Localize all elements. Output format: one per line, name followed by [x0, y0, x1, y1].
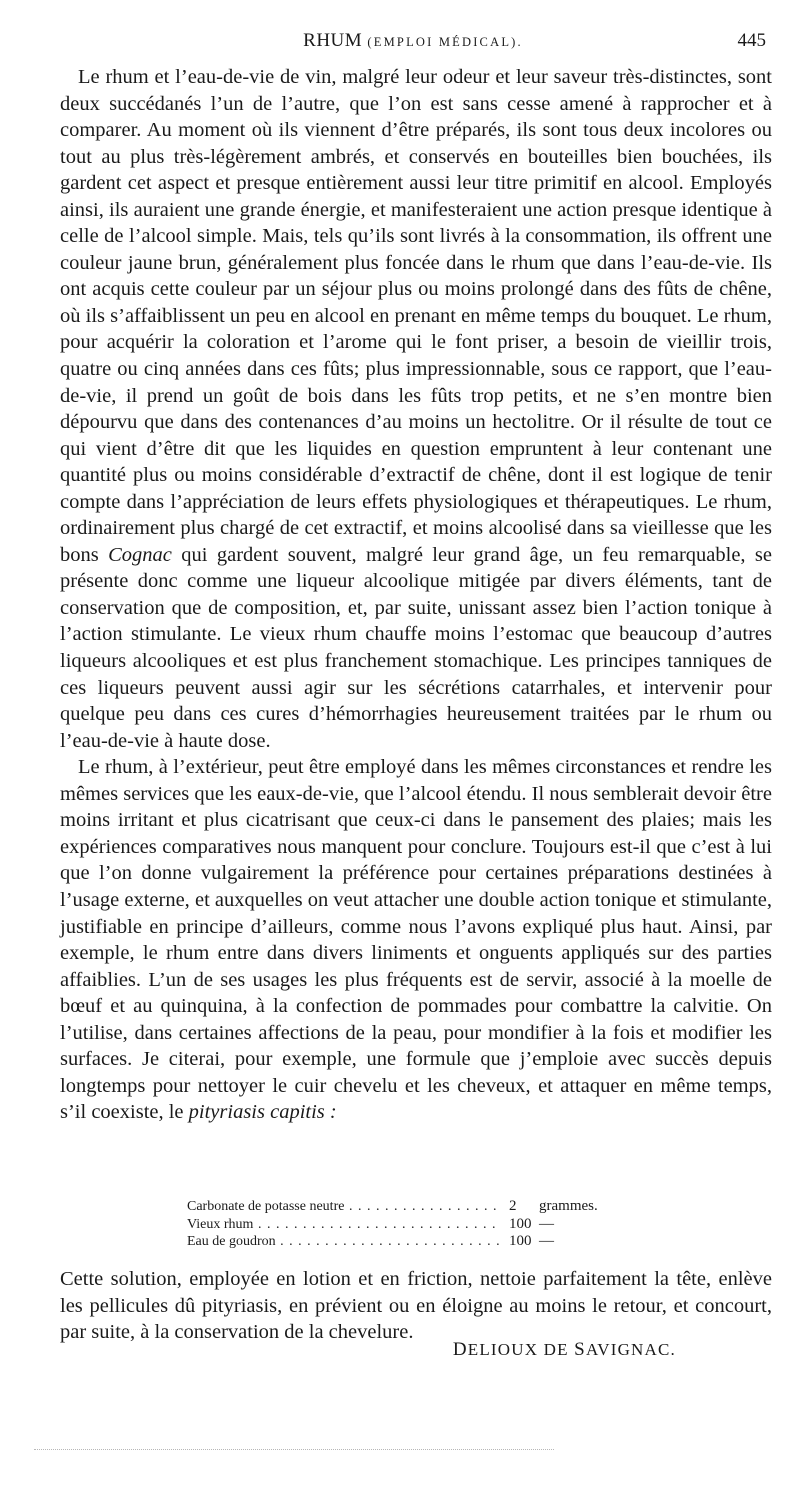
body-text — [60, 64, 772, 1126]
recipe-row — [187, 1216, 627, 1234]
signature-s: S — [574, 1339, 586, 1360]
closing-paragraph — [60, 1266, 772, 1346]
paragraph-1-text-b: qui gardent souvent, malgré leur grand âge, un feu remarquable, se présente donc comme une liqueur alcoolique mitigée par divers éléments, tant de conservation que de composition, et, par suite, unissant assez bien l’action tonique à l’action stimulante. Le vieux rhum chauffe moins l’estomac que beaucoup d’autres liqueurs alcooliques et est plus franchement stomachique. Les principes tanniques de ces liqueurs peuvent aussi agir sur les sécrétions catarrhales, et intervenir pour quelque peu dans ces cures d’hémorrhagies heureusement traitées par le rhum ou l’eau-de-vie à haute dose. — [60, 543, 773, 752]
recipe-formula — [187, 1198, 627, 1251]
paragraph-2-pityriasis: pityriasis capitis : — [188, 1101, 337, 1124]
recipe-row — [187, 1233, 627, 1251]
recipe-ingredient: Vieux rhum . . . — [187, 1216, 499, 1234]
paragraph-1-cognac: Cognac — [108, 543, 172, 566]
running-title-sub: (EMPLOI MÉDICAL). — [367, 35, 523, 49]
signature-d: D — [452, 1339, 468, 1360]
recipe-ingredient: Carbonate de potasse neutre . . . — [187, 1198, 499, 1216]
recipe-row — [187, 1198, 627, 1216]
running-title — [60, 30, 766, 52]
closing-text: Cette solution, employée en lotion et en friction, nettoie parfaitement la tête, enlève les pellicules dû pityriasis, en prévient ou en éloigne au moins le retour, et concourt, par suite, à la conservation de la chevelure. — [60, 1268, 772, 1344]
paragraph-1-text-a: Le rhum et l’eau-de-vie de vin, malgré leur odeur et leur saveur très-distinctes, sont deux succédanés l’un de l’autre, que l’on est sans cesse amené à rapprocher et à comparer. Au moment où ils viennent d’être préparés, ils sont tous deux incolores ou tout au plus très-légèrement ambrés, et conservés en bouteilles bien bouchées, ils gardent cet aspect et presque entièrement aussi leur titre primitif en alcool. Employés ainsi, ils auraient une grande énergie, et manifesteraient une action presque identique à celle de l’alcool simple. Mais, tels qu’ils sont livrés à la consommation, ils offrent une couleur jaune brun, généralement plus foncée dans le rhum que dans l’eau-de-vie. Ils ont acquis cette couleur par un séjour plus ou moins prolongé dans des fûts de chêne, où ils s’affaiblissent un peu en alcool en prenant en même temps du bouquet. Le rhum, pour acquérir la coloration et l’arome qui le font priser, a besoin de vieillir trois, quatre ou cinq années dans ces fûts; plus impressionnable, sous ce rapport, que l’eau-de-vie, il prend un goût de bois dans les fûts trop petits, et ne s’en montre bien dépourvu que dans des contenances d’au moins un hectolitre. Or il résulte de tout ce qui vient d’être dit que les liquides en question empruntent à leur contenant une quantité plus ou moins considérable d’extractif de chêne, dont il est logique de tenir compte dans l’appréciation de leurs effets physiologiques et thérapeutiques. Le rhum, ordinairement plus chargé de cet extractif, et moins alcoolisé dans sa vieillesse que les bons — [60, 66, 772, 566]
recipe-unit: — — [539, 1215, 554, 1232]
recipe-unit: — — [539, 1233, 554, 1249]
recipe-quantity: 100 — [509, 1233, 532, 1249]
signature-elioux: ELIOUX — [467, 1340, 539, 1359]
paragraph-1 — [60, 64, 772, 754]
recipe-quantity: 100 — [509, 1215, 532, 1232]
page-number: 445 — [737, 30, 766, 51]
signature-avignac: AVIGNAC. — [585, 1340, 676, 1359]
recipe-unit: grammes. — [539, 1198, 598, 1214]
recipe-quantity: 2 — [509, 1198, 517, 1214]
running-head — [60, 30, 766, 56]
signature-de: DE — [543, 1340, 569, 1359]
running-title-main: RHUM — [303, 30, 363, 51]
paragraph-2 — [60, 754, 772, 1126]
recipe-ingredient: Eau de goudron . . . — [187, 1233, 499, 1251]
paragraph-2-text: Le rhum, à l’extérieur, peut être employé dans les mêmes circonstances et rendre les mêmes services que les eaux-de-vie, que l’alcool étendu. Il nous semblerait devoir être moins irritant et plus cicatrisant que ceux-ci dans le pansement des plaies; mais les expériences comparatives nous manquent pour conclure. Toujours est-il que c’est à lui que l’on donne vulgairement la préférence pour certaines préparations destinées à l’usage externe, et auxquelles on veut attacher une double action tonique et stimulante, justifiable en principe d’ailleurs, comme nous l’avons expliqué plus haut. Ainsi, par exemple, le rhum entre dans divers liniments et onguents appliqués sur des parties affaiblies. L’un de ses usages les plus fréquents est de servir, associé à la moelle de bœuf et au quinquina, à la confection de pommades pour combattre la calvitie. On l’utilise, dans certaines affections de la peau, pour mondifier à la fois et modifier les surfaces. Je citerai, pour exemple, une formule que j’emploie avec succès depuis longtemps pour nettoyer le cuir chevelu et les cheveux, et attaquer en même temps, s’il coexiste, le — [60, 756, 772, 1124]
footer-rule — [34, 1443, 554, 1450]
author-signature — [453, 1339, 676, 1361]
